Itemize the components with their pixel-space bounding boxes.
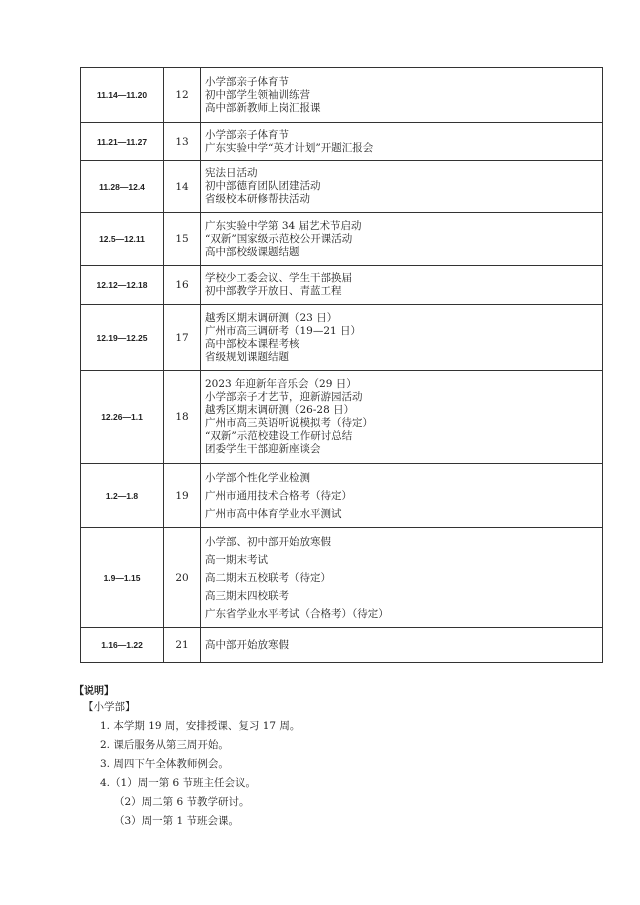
- week-events: [201, 528, 603, 628]
- week-date-range: 11.21—11.27: [81, 123, 164, 161]
- week-number: 12: [164, 68, 201, 123]
- event-item: 广东实验中学“英才计划”开题汇报会: [205, 141, 374, 154]
- week-number: 16: [164, 266, 201, 305]
- week-number: 20: [164, 528, 201, 628]
- week-date-range: 12.12—12.18: [81, 266, 164, 305]
- event-item: “双新”国家级示范校公开课活动: [205, 232, 353, 245]
- week-events: [201, 371, 603, 464]
- event-item: 越秀区期末调研测（26-28 日）: [205, 404, 355, 416]
- week-date-range: 12.26—1.1: [81, 371, 164, 464]
- week-date-range: 11.28—12.4: [81, 161, 164, 213]
- week-events: [201, 213, 603, 266]
- table-row: [81, 371, 603, 464]
- note-item: 2. 课后服务从第三周开始。: [100, 739, 229, 751]
- table-row: [81, 528, 603, 628]
- event-item: 小学部亲子体育节: [205, 75, 289, 88]
- event-item: 小学部个性化学业检测: [205, 471, 310, 484]
- event-item: 高三期末四校联考: [205, 589, 289, 602]
- week-events: [201, 266, 603, 305]
- week-date-range: 1.16—1.22: [81, 628, 164, 663]
- notes-section-heading: 【小学部】: [83, 701, 136, 713]
- schedule-table: [80, 67, 603, 663]
- event-item: 初中部教学开放日、青蓝工程: [205, 285, 342, 297]
- event-item: 广东省学业水平考试（合格考）（待定）: [205, 607, 389, 620]
- table-row: [81, 213, 603, 266]
- week-number: 15: [164, 213, 201, 266]
- week-date-range: 1.9—1.15: [81, 528, 164, 628]
- event-item: 广州市高中体育学业水平测试: [205, 507, 342, 520]
- week-date-range: 12.5—12.11: [81, 213, 164, 266]
- week-number: 14: [164, 161, 201, 213]
- table-row: [81, 266, 603, 305]
- event-item: 高中部开始放寒假: [205, 638, 289, 651]
- event-item: 广州市通用技术合格考（待定）: [205, 489, 352, 502]
- note-subitem: （3）周一第 1 节班会课。: [114, 815, 240, 827]
- event-item: 高中部新教师上岗汇报课: [205, 101, 321, 114]
- week-date-range: 11.14—11.20: [81, 68, 164, 123]
- event-item: 省级规划课题结题: [205, 350, 289, 363]
- week-events: [201, 305, 603, 371]
- event-item: 初中部德育团队团建活动: [205, 180, 321, 192]
- event-item: 广州市高三调研考（19—21 日）: [205, 324, 362, 337]
- week-events: [201, 123, 603, 161]
- week-events: [201, 161, 603, 213]
- event-item: 学校少工委会议、学生干部换届: [205, 272, 352, 284]
- event-item: 高一期末考试: [205, 553, 268, 566]
- event-item: 小学部亲子才艺节，迎新游园活动: [205, 391, 363, 403]
- event-item: 越秀区期末调研测（23 日）: [205, 311, 338, 324]
- week-number: 21: [164, 628, 201, 663]
- week-number: 13: [164, 123, 201, 161]
- note-item: 4.（1）周一第 6 节班主任会议。: [100, 777, 257, 789]
- event-item: 高中部校本课程考核: [205, 337, 300, 350]
- event-item: 省级校本研修帮扶活动: [205, 193, 310, 205]
- table-row: [81, 464, 603, 528]
- week-events: [201, 628, 603, 663]
- event-item: 高中部校级课题结题: [205, 245, 300, 258]
- note-item: 1. 本学期 19 周，安排授课、复习 17 周。: [100, 720, 301, 732]
- week-events: [201, 464, 603, 528]
- event-item: 初中部学生领袖训练营: [205, 88, 310, 101]
- week-date-range: 12.19—12.25: [81, 305, 164, 371]
- event-item: 广州市高三英语听说模拟考（待定）: [205, 417, 373, 429]
- notes-title: 【说明】: [74, 686, 114, 697]
- table-row: [81, 123, 603, 161]
- week-events: [201, 68, 603, 123]
- event-item: 团委学生干部迎新座谈会: [205, 443, 321, 455]
- event-item: “双新”示范校建设工作研讨总结: [205, 430, 353, 442]
- event-item: 宪法日活动: [205, 167, 258, 179]
- event-item: 高二期末五校联考（待定）: [205, 571, 331, 584]
- event-item: 2023 年迎新年音乐会（29 日）: [205, 378, 357, 390]
- note-subitem: （2）周二第 6 节教学研讨。: [114, 796, 250, 808]
- event-item: 小学部亲子体育节: [205, 128, 289, 141]
- event-item: 广东实验中学第 34 届艺术节启动: [205, 219, 362, 232]
- table-row: [81, 161, 603, 213]
- week-date-range: 1.2—1.8: [81, 464, 164, 528]
- week-number: 18: [164, 371, 201, 464]
- event-item: 小学部、初中部开始放寒假: [205, 535, 331, 548]
- note-item: 3. 周四下午全体教师例会。: [100, 758, 229, 770]
- table-row: [81, 305, 603, 371]
- table-row: [81, 68, 603, 123]
- table-row: [81, 628, 603, 663]
- week-number: 17: [164, 305, 201, 371]
- notes-section: [74, 682, 300, 832]
- week-number: 19: [164, 464, 201, 528]
